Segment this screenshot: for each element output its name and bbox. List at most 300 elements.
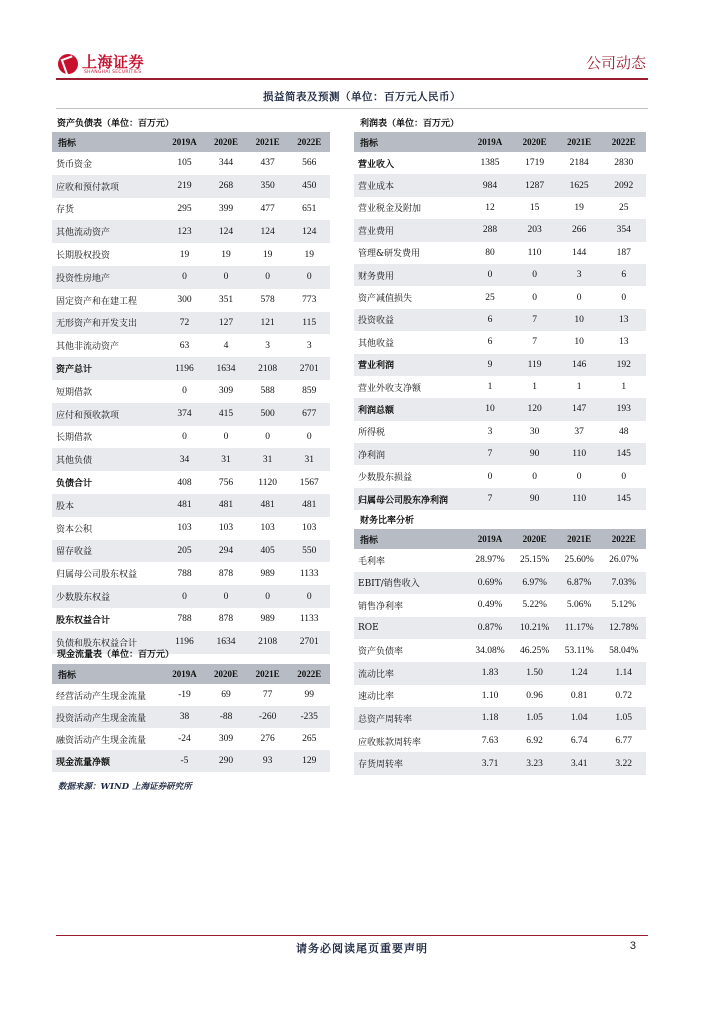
row-label: 投资性房地产 (56, 273, 111, 284)
table-header (52, 132, 330, 152)
row-label: 少数股东权益 (56, 593, 111, 604)
row-value: 69 (221, 690, 231, 700)
row-value: 3.23 (526, 758, 543, 769)
column-header-year: 2019A (172, 669, 197, 679)
row-value: 878 (218, 568, 234, 579)
row-value: 77 (262, 690, 273, 700)
logo-text-cn: 上海证券 (82, 53, 145, 71)
row-value: 1.05 (526, 713, 543, 724)
table-row (354, 264, 646, 286)
row-value: 105 (177, 158, 192, 169)
row-value: 103 (177, 523, 192, 534)
row-value: 25 (485, 292, 495, 303)
row-value: 1634 (216, 637, 236, 648)
row-value: 31 (304, 454, 314, 465)
table-row (354, 639, 646, 662)
row-value: 25.15% (519, 555, 550, 566)
row-value: 1.18 (481, 713, 499, 724)
row-value: 34 (179, 454, 190, 465)
row-value: 6.87% (566, 577, 592, 588)
table-row (354, 443, 646, 465)
table-header (354, 132, 646, 152)
row-value: 192 (616, 359, 631, 370)
table-row (354, 549, 646, 572)
logo-icon (58, 54, 78, 74)
row-value: 110 (572, 449, 587, 460)
table-row (52, 380, 330, 403)
table-row (354, 707, 646, 730)
row-value: 6.74 (570, 736, 588, 747)
row-value: 2701 (299, 637, 319, 648)
row-value: 0.81 (570, 690, 588, 701)
row-value: 25.60% (564, 555, 594, 566)
ratios-title: 财务比率分析 (360, 516, 415, 526)
table-row (52, 517, 330, 540)
row-value: 0 (306, 272, 312, 283)
table-row (52, 750, 330, 772)
company-logo (56, 52, 146, 78)
table-row (354, 488, 646, 510)
row-label: 留存收益 (56, 547, 93, 558)
row-label: 长期借款 (56, 433, 93, 444)
row-value: 0 (265, 272, 270, 283)
row-value: 103 (218, 523, 234, 534)
row-value: -19 (178, 690, 191, 700)
ratios-table (354, 529, 646, 775)
row-label: 营业利润 (358, 361, 395, 372)
row-value: 3 (265, 340, 270, 351)
row-value: 1196 (175, 637, 194, 648)
row-value: 0.49% (477, 600, 503, 611)
row-value: 2701 (299, 363, 319, 374)
row-value: 48 (618, 426, 629, 437)
row-value: 989 (260, 568, 275, 579)
table-row (354, 152, 646, 174)
row-value: 6 (487, 337, 493, 348)
row-value: 121 (260, 317, 275, 328)
row-value: 2184 (569, 158, 589, 169)
row-value: 3 (487, 426, 493, 437)
row-value: 13 (618, 314, 629, 325)
row-label: 投资活动产生现金流量 (56, 713, 147, 724)
row-value: 58.04% (609, 645, 639, 656)
row-label: 经营活动产生现金流量 (56, 691, 147, 702)
page-number: 3 (629, 940, 636, 952)
row-value: 10 (574, 314, 584, 325)
row-value: 1.10 (481, 690, 499, 701)
row-value: 3.71 (481, 758, 499, 769)
row-value: 53.11% (564, 645, 594, 656)
row-value: 5.06% (566, 600, 592, 611)
row-value: 0 (306, 431, 312, 442)
row-value: 2108 (258, 363, 278, 374)
table-row (354, 398, 646, 420)
row-value: 5.22% (522, 600, 547, 611)
table-row (52, 198, 330, 221)
row-label: 其他非流动资产 (56, 342, 120, 353)
row-value: 351 (218, 295, 234, 306)
title-divider (56, 108, 648, 109)
row-value: 756 (218, 477, 234, 488)
row-value: 984 (482, 180, 498, 191)
row-value: 276 (260, 734, 275, 744)
row-value: 1 (621, 382, 627, 393)
row-value: 34.08% (475, 645, 505, 656)
row-label: 营业外收支净额 (358, 383, 422, 394)
row-value: 3 (306, 340, 312, 351)
table-header (52, 664, 330, 684)
balance-sheet-title: 资产负债表（单位：百万元） (57, 119, 175, 129)
row-value: 31 (262, 454, 273, 465)
row-value: 7.03% (611, 577, 637, 588)
row-value: 1634 (216, 363, 236, 374)
row-value: 0 (532, 270, 537, 281)
column-header-year: 2019A (477, 534, 503, 544)
row-value: -235 (300, 712, 318, 722)
row-value: 477 (260, 203, 275, 214)
row-label: 股本 (56, 501, 75, 512)
row-value: 2092 (614, 180, 634, 191)
row-label: 固定资产和在建工程 (56, 296, 138, 307)
row-label: 短期借款 (56, 387, 93, 398)
table-row (354, 662, 646, 685)
row-value: 38 (179, 712, 190, 722)
row-value: 0.87% (477, 623, 503, 634)
table-row (354, 376, 646, 398)
row-value: 1133 (299, 568, 319, 579)
table-row (354, 242, 646, 264)
row-value: 187 (616, 247, 631, 258)
page-title: 损益简表及预测（单位：百万元人民币） (263, 91, 461, 103)
table-row (52, 220, 330, 243)
logo-text-en: SHANGHAI SECURITIES (84, 70, 142, 75)
row-value: 110 (572, 494, 587, 505)
row-value: 7 (487, 494, 493, 505)
row-value: 0 (265, 431, 270, 442)
row-label: 存货 (56, 205, 75, 216)
cash-flow-table (52, 664, 330, 772)
row-value: 1.83 (481, 668, 499, 679)
row-label: 总资产周转率 (358, 714, 413, 725)
row-value: 0 (182, 591, 187, 602)
table-row (354, 465, 646, 487)
column-header-year: 2021E (255, 137, 280, 147)
row-label: 资产负债率 (358, 647, 404, 658)
row-label: ROE (358, 623, 379, 634)
row-value: 193 (616, 404, 631, 415)
row-value: 30 (529, 426, 540, 437)
row-value: 288 (482, 225, 498, 236)
row-label: 营业收入 (358, 159, 395, 170)
row-value: 10.21% (519, 623, 550, 634)
row-value: 1 (487, 382, 493, 393)
table-row (354, 572, 646, 595)
row-value: 26.07% (609, 555, 639, 566)
row-value: 1.50 (526, 668, 543, 679)
row-value: 989 (260, 614, 275, 625)
row-value: 7 (532, 337, 537, 348)
footer-divider (56, 935, 648, 936)
row-value: 344 (218, 158, 234, 169)
row-value: 10 (574, 337, 584, 348)
row-value: 19 (179, 249, 190, 260)
row-label: 速动比率 (358, 692, 395, 703)
table-row (52, 426, 330, 449)
row-value: 110 (527, 247, 542, 258)
row-value: 219 (177, 181, 192, 192)
row-label: 资产总计 (56, 365, 93, 376)
row-value: 80 (485, 247, 495, 258)
row-value: 0 (532, 292, 537, 303)
column-header-year: 2022E (297, 137, 322, 147)
column-header-year: 2022E (611, 137, 636, 147)
row-label: 少数股东损益 (358, 473, 413, 484)
row-value: -88 (219, 712, 233, 722)
row-value: 0 (182, 431, 187, 442)
row-value: 481 (177, 500, 192, 511)
row-label: 存货周转率 (358, 760, 404, 771)
table-row (52, 684, 330, 706)
row-label: 货币资金 (56, 159, 93, 170)
row-value: 0 (487, 471, 493, 482)
row-label: 应收和预付款项 (56, 182, 120, 193)
row-value: 0 (576, 471, 582, 482)
row-label: 归属母公司股东权益 (56, 570, 138, 581)
table-row (354, 730, 646, 753)
row-value: 103 (302, 523, 317, 534)
row-value: 6.77 (615, 736, 633, 747)
row-value: 481 (302, 500, 317, 511)
table-row (354, 331, 646, 353)
row-value: 31 (221, 454, 231, 465)
row-value: 0 (223, 591, 229, 602)
row-value: 25 (618, 202, 629, 213)
row-value: 119 (527, 359, 542, 370)
row-value: 374 (177, 409, 192, 420)
row-value: 3.22 (615, 758, 633, 769)
row-value: 788 (177, 614, 192, 625)
row-label: 营业成本 (358, 182, 395, 193)
row-value: 147 (572, 404, 587, 415)
row-value: 1 (532, 382, 537, 393)
row-value: 10 (485, 404, 495, 415)
page-header (56, 48, 648, 78)
row-value: 90 (529, 494, 540, 505)
table-row (52, 448, 330, 471)
row-value: 651 (302, 203, 317, 214)
column-header-label: 指标 (58, 670, 77, 681)
table-row (354, 421, 646, 443)
row-value: 788 (177, 568, 192, 579)
row-value: 0 (182, 386, 187, 397)
row-value: 11.17% (564, 623, 594, 634)
row-value: 481 (218, 500, 234, 511)
row-value: 15 (529, 202, 540, 213)
row-value: 3 (576, 270, 582, 281)
row-label: 资本公积 (56, 524, 93, 535)
table-row (52, 334, 330, 357)
row-label: 应收账款周转率 (358, 737, 422, 748)
row-value: 295 (177, 203, 192, 214)
row-value: 1.04 (570, 713, 588, 724)
income-statement-title: 利润表（单位：百万元） (360, 119, 460, 129)
row-value: 1567 (299, 477, 319, 488)
row-value: 0 (487, 270, 493, 281)
row-value: 309 (218, 386, 234, 397)
row-value: 408 (177, 477, 192, 488)
column-header-year: 2021E (255, 669, 280, 679)
row-value: 0 (223, 272, 229, 283)
row-value: 37 (574, 426, 584, 437)
row-value: 72 (179, 317, 190, 328)
row-label: 流动比率 (358, 669, 395, 680)
row-value: 145 (616, 449, 631, 460)
row-label: 负债和股东权益合计 (56, 638, 138, 649)
row-value: 550 (302, 545, 317, 556)
row-value: 415 (218, 409, 234, 420)
row-value: 2830 (614, 158, 634, 169)
row-label: 所得税 (358, 428, 386, 439)
row-label: 净利润 (358, 450, 386, 461)
row-label: 其他流动资产 (56, 228, 111, 239)
row-value: 123 (177, 226, 192, 237)
table-row (52, 585, 330, 608)
income-statement-table (354, 132, 646, 510)
row-value: 6.97% (522, 577, 547, 588)
cash-flow-title: 现金流量表（单位：百万元） (57, 650, 175, 660)
row-value: 1133 (299, 614, 319, 625)
row-value: 19 (221, 249, 231, 260)
row-value: 0 (532, 471, 537, 482)
row-label: 其他收益 (358, 338, 395, 349)
row-value: 0.96 (526, 690, 543, 701)
row-label: 毛利率 (358, 556, 386, 567)
row-value: 19 (574, 202, 584, 213)
row-value: 0 (621, 292, 627, 303)
row-label: 应付和预收款项 (56, 410, 120, 421)
row-value: 4 (223, 340, 229, 351)
table-row (354, 594, 646, 617)
row-value: 124 (218, 226, 234, 237)
table-row (52, 562, 330, 585)
row-value: 677 (302, 409, 317, 420)
row-label: 长期股权投资 (56, 251, 111, 262)
column-header-year: 2022E (297, 669, 322, 679)
table-row (354, 174, 646, 196)
row-value: 450 (302, 181, 317, 192)
table-row (354, 617, 646, 640)
row-label: 资产减值损失 (358, 294, 413, 305)
table-row (52, 357, 330, 380)
row-value: 1.14 (615, 668, 633, 679)
row-label: 其他负债 (56, 456, 93, 467)
row-value: -24 (178, 734, 191, 744)
footer-disclaimer: 请务必阅读尾页重要声明 (296, 942, 428, 955)
row-label: 现金流量净额 (56, 757, 111, 768)
row-label: 利润总额 (358, 405, 395, 416)
row-value: 1287 (525, 180, 545, 191)
row-value: 145 (616, 494, 631, 505)
table-row (52, 471, 330, 494)
row-value: 99 (304, 690, 314, 700)
table-row (52, 243, 330, 266)
column-header-label: 指标 (58, 138, 77, 149)
row-value: 265 (302, 734, 317, 744)
row-value: 120 (527, 404, 542, 415)
row-value: 6.92 (526, 736, 543, 747)
section-title: 公司动态 (585, 54, 646, 72)
row-value: 405 (260, 545, 275, 556)
column-header-year: 2021E (567, 137, 592, 147)
row-value: 0 (576, 292, 582, 303)
row-value: 124 (302, 226, 317, 237)
row-value: 1 (576, 382, 582, 393)
row-label: 营业税金及附加 (358, 204, 422, 215)
table-row (354, 309, 646, 331)
row-value: 6 (487, 314, 493, 325)
row-value: 2108 (258, 637, 278, 648)
column-header-year: 2019A (477, 137, 503, 147)
column-header-year: 2022E (611, 534, 636, 544)
row-value: 205 (177, 545, 192, 556)
row-value: 859 (302, 386, 317, 397)
row-value: 19 (304, 249, 314, 260)
row-value: 1719 (525, 158, 545, 169)
row-value: 588 (260, 386, 275, 397)
row-value: 93 (262, 756, 273, 766)
row-value: 3.41 (570, 758, 588, 769)
table-row (52, 175, 330, 198)
row-value: 578 (260, 295, 275, 306)
balance-sheet-table (52, 132, 330, 654)
row-value: 1.24 (570, 668, 588, 679)
row-label: 融资活动产生现金流量 (56, 735, 147, 746)
row-value: 0 (621, 471, 627, 482)
row-value: 203 (527, 225, 542, 236)
row-value: 1196 (175, 363, 194, 374)
row-value: 0.72 (615, 690, 633, 701)
table-row (52, 540, 330, 563)
table-row (52, 403, 330, 426)
row-value: 0 (306, 591, 312, 602)
table-row (52, 494, 330, 517)
row-label: 管理&研发费用 (358, 249, 421, 260)
row-value: 127 (218, 317, 234, 328)
row-value: 7 (532, 314, 537, 325)
table-row (354, 219, 646, 241)
row-value: -260 (258, 712, 277, 722)
row-label: EBIT/销售收入 (358, 579, 420, 590)
table-header (354, 529, 646, 549)
row-value: 5.12% (611, 600, 637, 611)
row-value: -5 (180, 756, 189, 766)
table-row (52, 152, 330, 175)
row-value: 0 (265, 591, 270, 602)
row-value: 129 (302, 756, 317, 766)
table-row (354, 354, 646, 376)
row-value: 0 (223, 431, 229, 442)
row-value: 90 (529, 449, 540, 460)
column-header-year: 2020E (522, 137, 547, 147)
row-label: 投资收益 (358, 316, 395, 327)
row-value: 124 (260, 226, 275, 237)
table-row (52, 706, 330, 728)
data-source-note: 数据来源：WIND 上海证券研究所 (58, 782, 192, 792)
row-value: 28.97% (475, 555, 505, 566)
row-label: 财务费用 (358, 271, 395, 282)
header-divider (56, 78, 648, 80)
row-value: 9 (487, 359, 493, 370)
